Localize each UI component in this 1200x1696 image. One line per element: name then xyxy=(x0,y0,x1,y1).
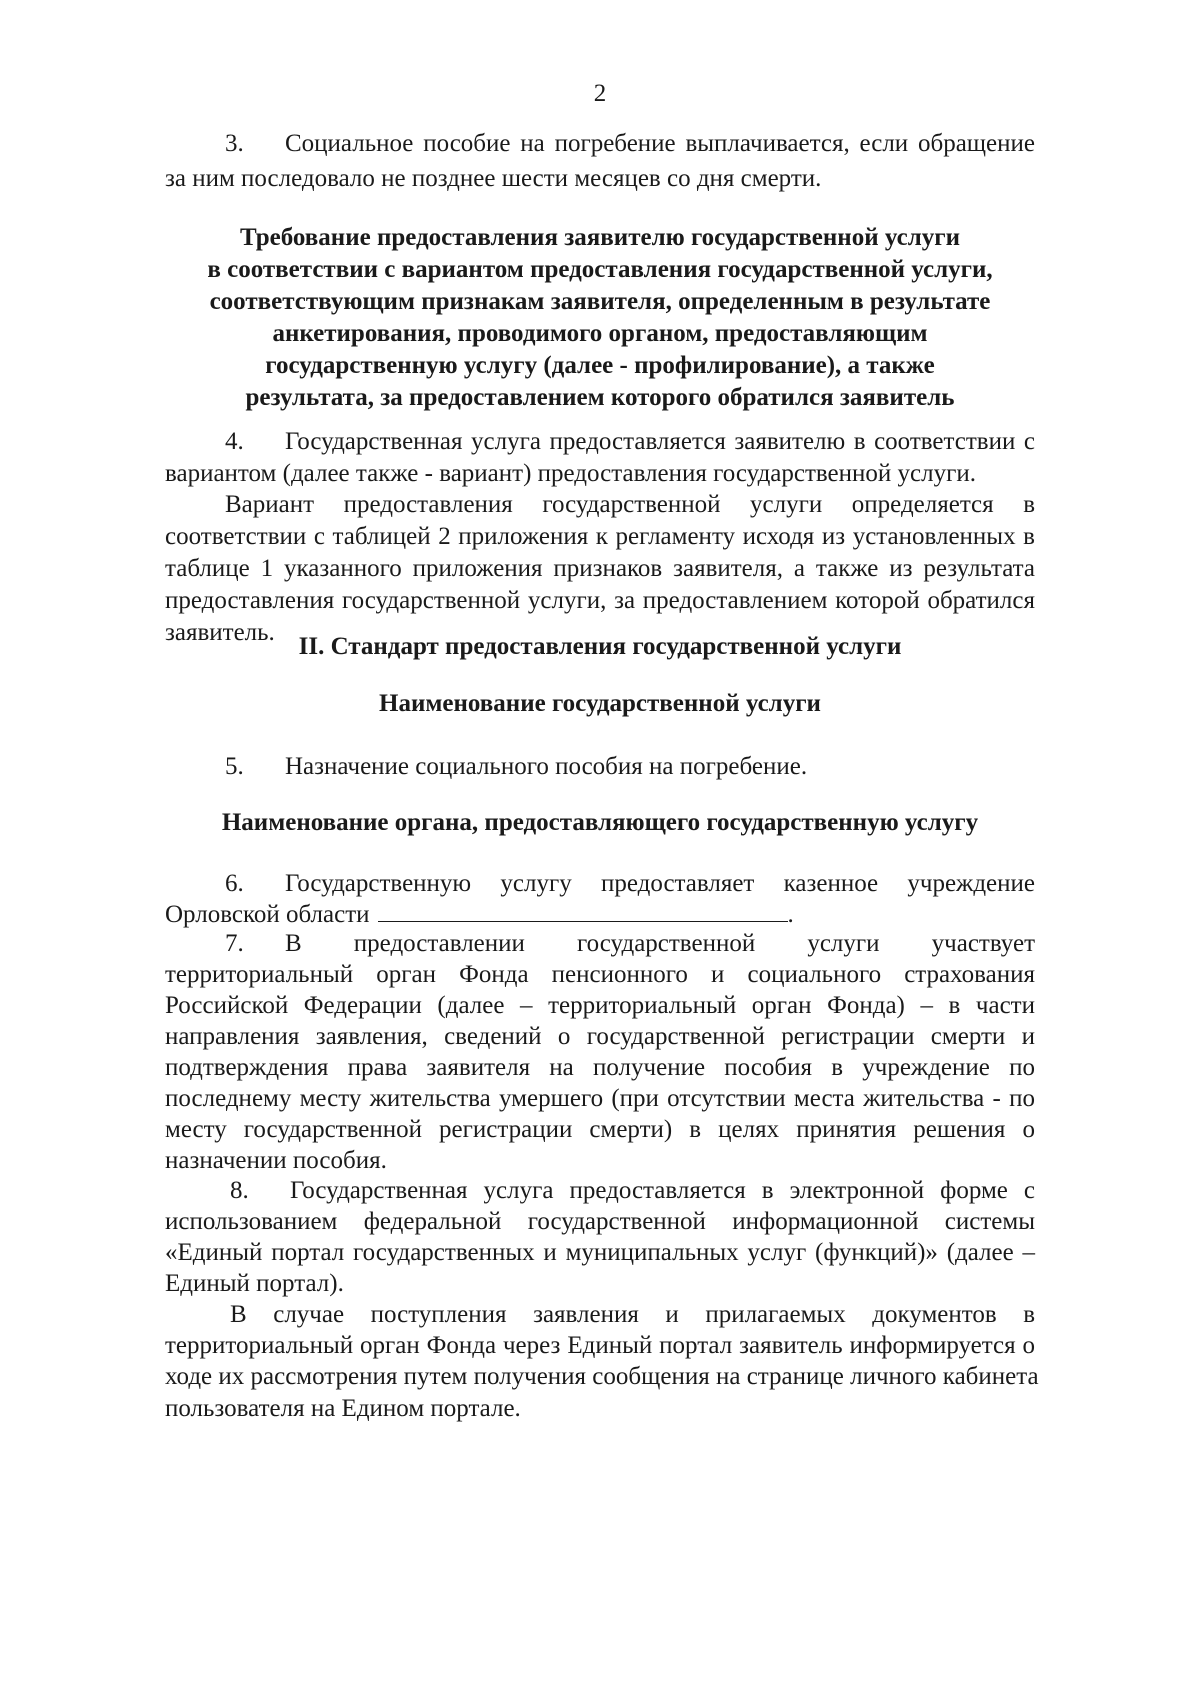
heading-authority-name: Наименование органа, предоставляющего государственную услугу xyxy=(221,809,979,836)
paragraph-8-line-6: территориальный орган Фонда через Единый портал заявитель информируется о xyxy=(165,1332,1035,1359)
paragraph-7-line-2: территориальный орган Фонда пенсионного и социального страхования xyxy=(165,961,1035,988)
paragraph-7-line-4: направления заявления, сведений о государственной регистрации смерти и xyxy=(165,1023,1035,1050)
paragraph-8-line-3: «Единый портал государственных и муниципальных услуг (функций)» (далее – xyxy=(165,1239,1035,1266)
paragraph-number: 6. xyxy=(225,870,244,897)
paragraph-number: 7. xyxy=(225,930,244,957)
heading-requirement-line-6: результата, за предоставлением которого обратился заявитель xyxy=(245,384,955,411)
paragraph-number: 5. xyxy=(225,753,244,780)
paragraph-4-line-7: заявитель. xyxy=(165,619,275,646)
paragraph-8-line-1: 8. Государственная услуга предоставляется в электронной форме с xyxy=(165,1175,1035,1207)
paragraph-7-line-1: 7. В предоставлении государственной услуги участвует xyxy=(165,928,1035,960)
paragraph-6-line-2: Орловской области . xyxy=(165,901,794,928)
section-heading-standard: II. Стандарт предоставления государственной услуги xyxy=(298,633,902,660)
heading-requirement-line-4: анкетирования, проводимого органом, предоставляющим xyxy=(272,320,928,347)
heading-requirement-line-1: Требование предоставления заявителю государственной услуги xyxy=(240,224,960,251)
paragraph-number: 4. xyxy=(225,428,244,455)
paragraph-5-line-1: 5. Назначение социального пособия на погребение. xyxy=(165,751,1035,783)
paragraph-number: 3. xyxy=(225,130,244,157)
paragraph-8-line-5: В случае поступления заявления и прилагаемых документов в xyxy=(230,1301,1035,1328)
paragraph-4-line-5: таблице 1 указанного приложения признаков заявителя, а также из результата xyxy=(165,555,1035,582)
paragraph-number: 8. xyxy=(230,1177,249,1204)
paragraph-4-line-4: соответствии с таблицей 2 приложения к регламенту исходя из установленных в xyxy=(165,523,1035,550)
paragraph-8-line-4: Единый портал). xyxy=(165,1270,344,1297)
paragraph-7-line-3: Российской Федерации (далее – территориальный орган Фонда) – в части xyxy=(165,992,1035,1019)
paragraph-7-line-7: месту государственной регистрации смерти) в целях принятия решения о xyxy=(165,1116,1035,1143)
heading-service-name: Наименование государственной услуги xyxy=(379,690,821,717)
paragraph-4-line-6: предоставления государственной услуги, за предоставлением которой обратился xyxy=(165,587,1035,614)
heading-requirement-line-3: соответствующим признакам заявителя, определенным в результате xyxy=(209,288,991,315)
paragraph-8-line-2: использованием федеральной государственной информационной системы xyxy=(165,1208,1035,1235)
paragraph-7-line-8: назначении пособия. xyxy=(165,1147,387,1174)
paragraph-7-line-5: подтверждения права заявителя на получение пособия в учреждение по xyxy=(165,1054,1035,1081)
fill-in-blank-line xyxy=(378,899,788,922)
paragraph-4-line-1: 4. Государственная услуга предоставляется заявителю в соответствии с xyxy=(165,426,1035,458)
paragraph-6-line-1: 6. Государственную услугу предоставляет казенное учреждение xyxy=(165,868,1035,900)
page-number: 2 xyxy=(593,80,607,107)
paragraph-8-line-7: ходе их рассмотрения путем получения сообщения на странице личного кабинета xyxy=(165,1363,1039,1390)
paragraph-4-line-3: Вариант предоставления государственной услуги определяется в xyxy=(225,491,1035,518)
paragraph-4-line-2: вариантом (далее также - вариант) предоставления государственной услуги. xyxy=(165,460,976,487)
paragraph-8-line-8: пользователя на Едином портале. xyxy=(165,1395,521,1422)
paragraph-3-line-1: 3. Социальное пособие на погребение выплачивается, если обращение xyxy=(165,128,1035,160)
paragraph-3-line-2: за ним последовало не позднее шести месяцев со дня смерти. xyxy=(165,165,822,192)
paragraph-7-line-6: последнему месту жительства умершего (при отсутствии места жительства - по xyxy=(165,1085,1035,1112)
heading-requirement-line-5: государственную услугу (далее - профилирование), а также xyxy=(265,352,935,379)
heading-requirement-line-2: в соответствии с вариантом предоставления государственной услуги, xyxy=(207,256,993,283)
